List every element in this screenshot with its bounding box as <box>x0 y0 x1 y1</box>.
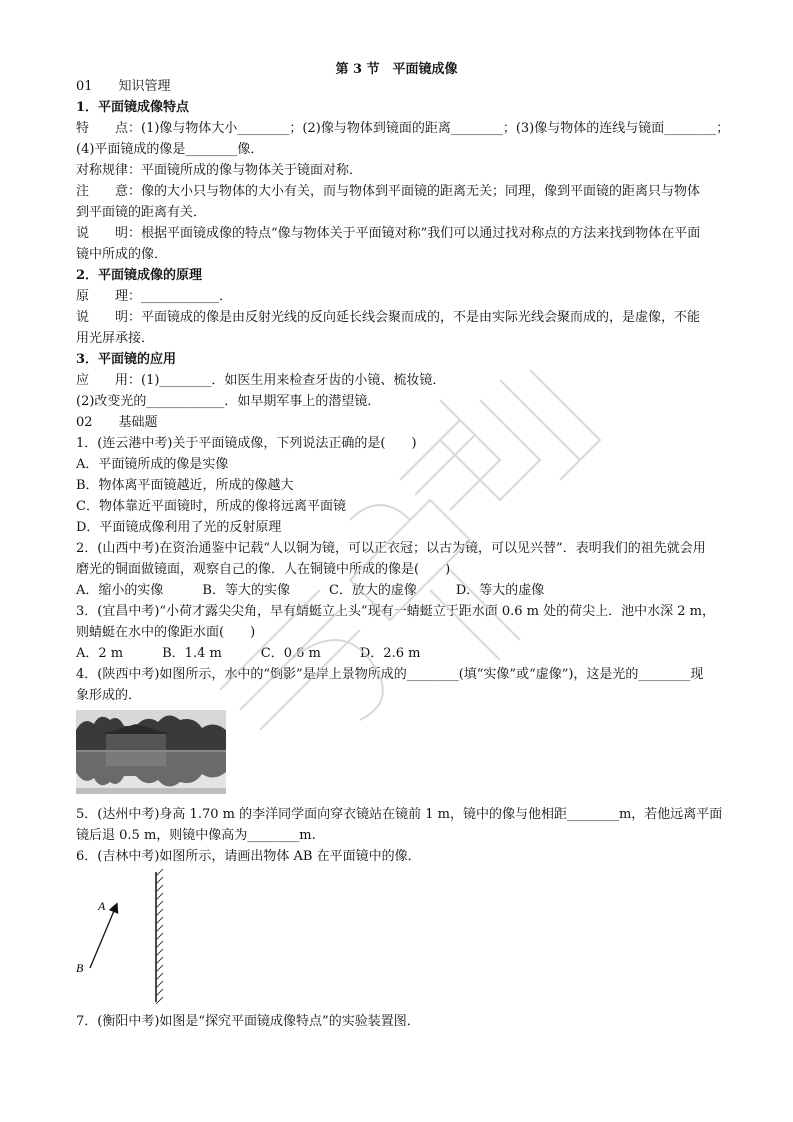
text-line: 特 点：(1)像与物体大小________；(2)像与物体到镜面的距离________；(3)像与物体的连线与镜面________； <box>76 121 730 136</box>
question-7: 7．(衡阳中考)如图是“探究平面镜成像特点”的实验装置图． <box>76 1014 420 1029</box>
question-1: 1．(连云港中考)关于平面镜成像，下列说法正确的是( ) <box>76 436 417 451</box>
text-line: 磨光的铜面做镜面，观察自己的像．人在铜镜中所成的像是( ) <box>76 562 451 577</box>
question-3: 3．(宜昌中考)“小荷才露尖尖角，早有蜻蜓立上头”现有一蜻蜓立于距水面 0.6 m 处的荷尖上．池中水深 2 m， <box>76 604 715 619</box>
question-2: 2．(山西中考)在资治通鉴中记载“人以铜为镜，可以正衣冠；以古为镜，可以见兴替”．表明我们的祖先就会用 <box>76 541 706 556</box>
reflection-photo <box>76 710 226 794</box>
text-line: 镜后退 0.5 m，则镜中像高为________m. <box>76 828 316 843</box>
heading-features: 1．平面镜成像特点 <box>76 100 190 115</box>
text-line: 则蜻蜓在水中的像距水面( ) <box>76 625 256 640</box>
text-line: 注 意：像的大小只与物体的大小有关，而与物体到平面镜的距离无关；同理，像到平面镜的距离只与物体 <box>76 184 701 199</box>
text-line: 说 明：根据平面镜成像的特点“像与物体关于平面镜对称”我们可以通过找对称点的方法来找到物体在平面 <box>76 226 701 241</box>
text-line: 到平面镜的距离有关． <box>76 205 207 220</box>
mirror-figure <box>70 866 180 1006</box>
option-d: D．平面镜成像利用了光的反射原理 <box>76 520 282 535</box>
heading-principle: 2．平面镜成像的原理 <box>76 268 203 283</box>
heading-application: 3．平面镜的应用 <box>76 352 177 367</box>
section-title: 第 3 节 平面镜成像 <box>335 62 458 77</box>
option-c: C．物体靠近平面镜时，所成的像将远离平面镜 <box>76 499 346 514</box>
text-line: 原 理：____________． <box>76 289 233 304</box>
question-5: 5．(达州中考)身高 1.70 m 的李洋同学面向穿衣镜站在镜前 1 m，镜中的像与他相距________m，若他远离平面 <box>76 807 723 822</box>
label-b: B <box>76 961 84 975</box>
option-b: B．物体离平面镜越近，所成的像越大 <box>76 478 294 493</box>
heading-knowledge: 01 知识管理 <box>76 79 171 94</box>
arrow-ab <box>90 906 116 968</box>
text-line: (2)改变光的____________．如早期军事上的潜望镜． <box>76 394 381 409</box>
question-4: 4．(陕西中考)如图所示，水中的“倒影”是岸上景物所成的________(填“实像”或“虚像”)，这是光的________现 <box>76 667 704 682</box>
question-6: 6．(吉林中考)如图所示，请画出物体 AB 在平面镜中的像． <box>76 849 421 864</box>
text-line: 用光屏承接． <box>76 331 155 346</box>
options-q3: A．2 m B．1.4 m C．0.6 m D．2.6 m <box>76 646 421 661</box>
text-line: 镜中所成的像． <box>76 247 168 262</box>
option-a: A．平面镜所成的像是实像 <box>76 457 229 472</box>
heading-basic: 02 基础题 <box>76 415 158 430</box>
text-line: 应 用：(1)________．如医生用来检查牙齿的小镜、梳妆镜． <box>76 373 446 388</box>
text-line: 象形成的． <box>76 688 142 703</box>
text-line: 对称规律：平面镜所成的像与物体关于镜面对称． <box>76 163 363 178</box>
mirror-hatching <box>156 869 163 1004</box>
text-line: 说 明：平面镜成的像是由反射光线的反向延长线会聚而成的，不是由实际光线会聚而成的，是虚像，不能 <box>76 310 701 325</box>
text-line: (4)平面镜成的像是________像． <box>76 142 264 157</box>
label-a: A <box>98 899 106 913</box>
options-q2: A．缩小的实像 B．等大的实像 C．放大的虚像 D．等大的虚像 <box>76 583 545 598</box>
